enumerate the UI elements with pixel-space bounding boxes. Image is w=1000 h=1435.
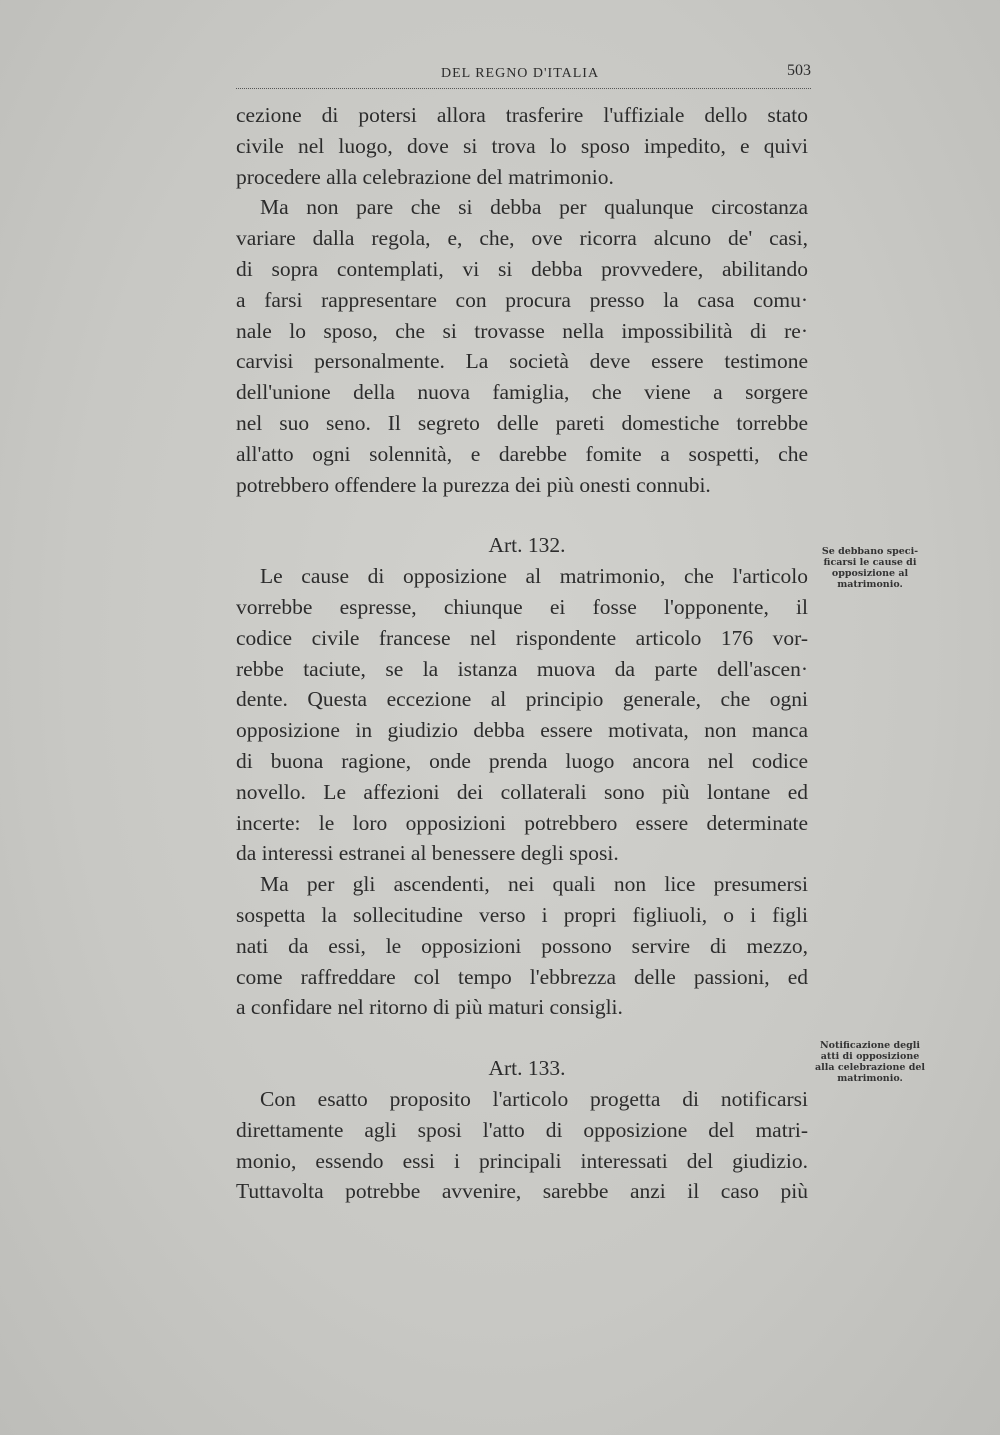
text-line: a farsi rappresentare con procura presso la casa comu· [236,287,808,312]
text-line: Ma non pare che si debba per qualunque circostanza [260,195,808,220]
text-line: procedere alla celebrazione del matrimonio. [236,164,614,189]
text-line: dell'unione della nuova famiglia, che viene a sorgere [236,380,808,405]
article-heading: Art. 133. [488,1056,566,1081]
text-line: codice civile francese nel rispondente articolo 176 vor- [236,625,808,650]
text-line: monio, essendo essi i principali interessati del giudizio. [236,1148,808,1173]
text-line: all'atto ogni solennità, e darebbe fomite a sospetti, che [236,441,808,466]
running-header [236,62,811,86]
text-line: da interessi estranei al benessere degli sposi. [236,841,619,866]
text-line: variare dalla regola, e, che, ove ricorra alcuno de' casi, [236,226,808,251]
text-line: nale lo sposo, che si trovasse nella impossibilità di re· [236,318,808,343]
text-line: carvisi personalmente. La società deve essere testimone [236,349,808,374]
text-line: di sopra contemplati, vi si debba provvedere, abilitando [236,256,808,281]
text-line: cezione di potersi allora trasferire l'uffiziale dello stato [236,103,808,127]
page-number: 503 [787,62,811,79]
text-line: nel suo seno. Il segreto delle pareti domestiche torrebbe [236,410,808,435]
text-line: come raffreddare col tempo l'ebbrezza delle passioni, ed [236,964,808,989]
text-line: sospetta la sollecitudine verso i propri figliuoli, o i figli [236,902,808,927]
text-line: Con esatto proposito l'articolo progetta di notificarsi [260,1086,808,1111]
text-line: potrebbero offendere la purezza dei più onesti connubi. [236,472,711,497]
text-line: a confidare nel ritorno di più maturi consigli. [236,995,623,1020]
article-heading: Art. 132. [488,533,566,558]
text-line: incerte: le loro opposizioni potrebbero essere determinate [236,810,808,835]
text-line: novello. Le affezioni dei collaterali sono più lontane ed [236,779,808,804]
page-body [236,100,808,1207]
text-line: direttamente agli sposi l'atto di opposizione del matri- [236,1117,808,1142]
text-line: civile nel luogo, dove si trova lo sposo impedito, e quivi [236,133,808,158]
text-line: vorrebbe espresse, chiunque ei fosse l'opponente, il [236,594,808,619]
text-line: nati da essi, le opposizioni possono servire di mezzo, [236,933,808,958]
text-line: rebbe taciute, se la istanza muova da parte dell'ascen· [236,656,808,681]
margin-note: Se debbano speci-ficarsi le cause di opposizione al matrimonio. [821,546,919,590]
text-line: Tuttavolta potrebbe avvenire, sarebbe anzi il caso più [236,1179,808,1204]
text-line: opposizione in giudizio debba essere motivata, non manca [236,718,808,743]
running-title: DEL REGNO D'ITALIA [441,66,600,81]
margin-note: Notificazione degli atti di opposizione alla celebrazione del matrimonio. [815,1040,926,1084]
text-line: Le cause di opposizione al matrimonio, che l'articolo [260,564,808,589]
text-line: dente. Questa eccezione al principio generale, che ogni [236,687,808,712]
text-line: Ma per gli ascendenti, nei quali non lice presumersi [260,872,808,897]
header-rule [236,88,811,89]
text-line: di buona ragione, onde prenda luogo ancora nel codice [236,748,808,773]
